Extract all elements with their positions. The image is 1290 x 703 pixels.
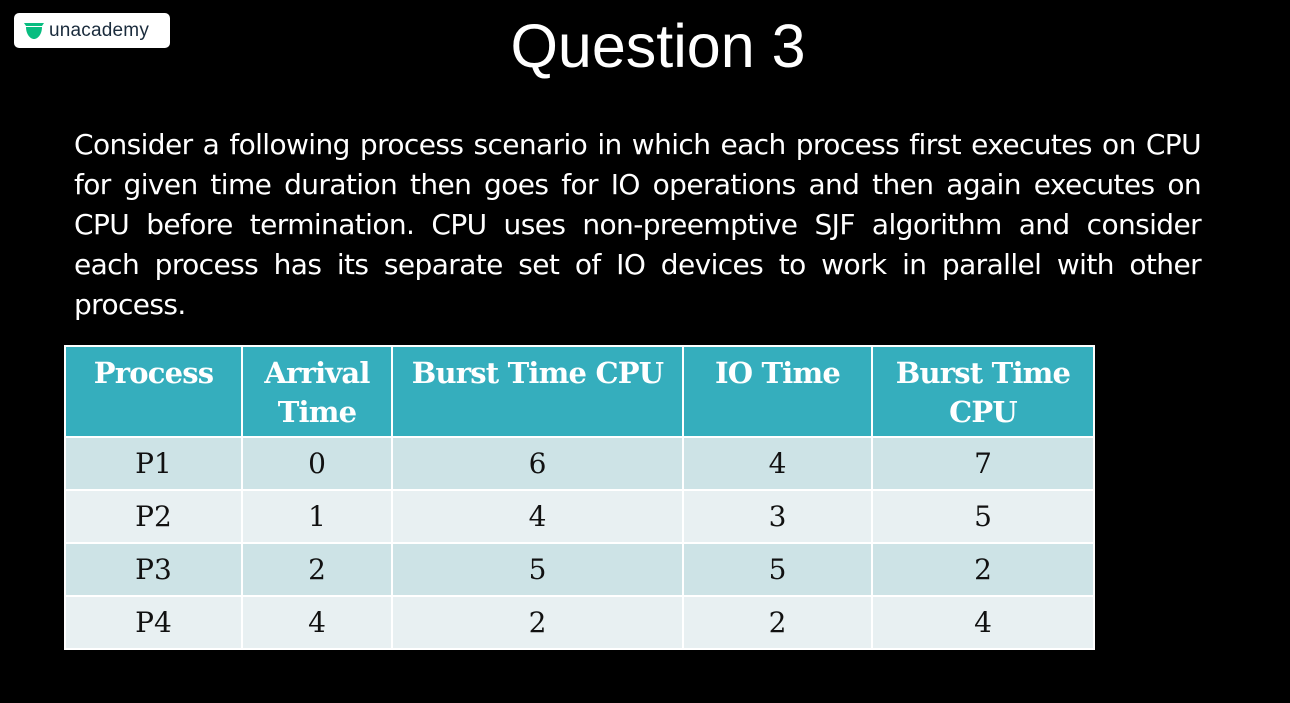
table-cell: 7 xyxy=(872,437,1094,490)
table-cell: 4 xyxy=(872,596,1094,649)
table-row xyxy=(65,490,1094,543)
table-cell: 4 xyxy=(392,490,683,543)
table-cell: 5 xyxy=(392,543,683,596)
table-cell: 4 xyxy=(242,596,392,649)
question-text: Consider a following process scenario in which each process first executes on CPU for given time duration then goes for IO operations and then again executes on CPU before termination. CPU uses non-preemptive SJF algorithm and consider each process has its separate set of IO devices to work in parallel with other process. xyxy=(74,128,1201,321)
column-header-burst-time-cpu-2: Burst Time CPU xyxy=(872,346,1094,437)
table-cell: 2 xyxy=(683,596,872,649)
table-cell: 1 xyxy=(242,490,392,543)
slide-title: Question 3 xyxy=(510,12,806,80)
table-row xyxy=(65,437,1094,490)
table-row xyxy=(65,596,1094,649)
table-cell: 5 xyxy=(683,543,872,596)
table-cell: 2 xyxy=(242,543,392,596)
table-cell: P2 xyxy=(65,490,242,543)
table-cell: 4 xyxy=(683,437,872,490)
column-header-arrival-time: Arrival Time xyxy=(242,346,392,437)
column-header-io-time: IO Time xyxy=(683,346,872,437)
column-header-process: Process xyxy=(65,346,242,437)
table-cell: 0 xyxy=(242,437,392,490)
table-cell: P3 xyxy=(65,543,242,596)
table-cell: 3 xyxy=(683,490,872,543)
table-header-row xyxy=(65,346,1094,437)
process-table xyxy=(64,345,1095,650)
table-cell: 5 xyxy=(872,490,1094,543)
table-cell: 2 xyxy=(872,543,1094,596)
brand-name: unacademy xyxy=(49,19,150,41)
table-row xyxy=(65,543,1094,596)
column-header-burst-time-cpu-1: Burst Time CPU xyxy=(392,346,683,437)
table-cell: P4 xyxy=(65,596,242,649)
table-cell: 2 xyxy=(392,596,683,649)
table-cell: P1 xyxy=(65,437,242,490)
table-cell: 6 xyxy=(392,437,683,490)
